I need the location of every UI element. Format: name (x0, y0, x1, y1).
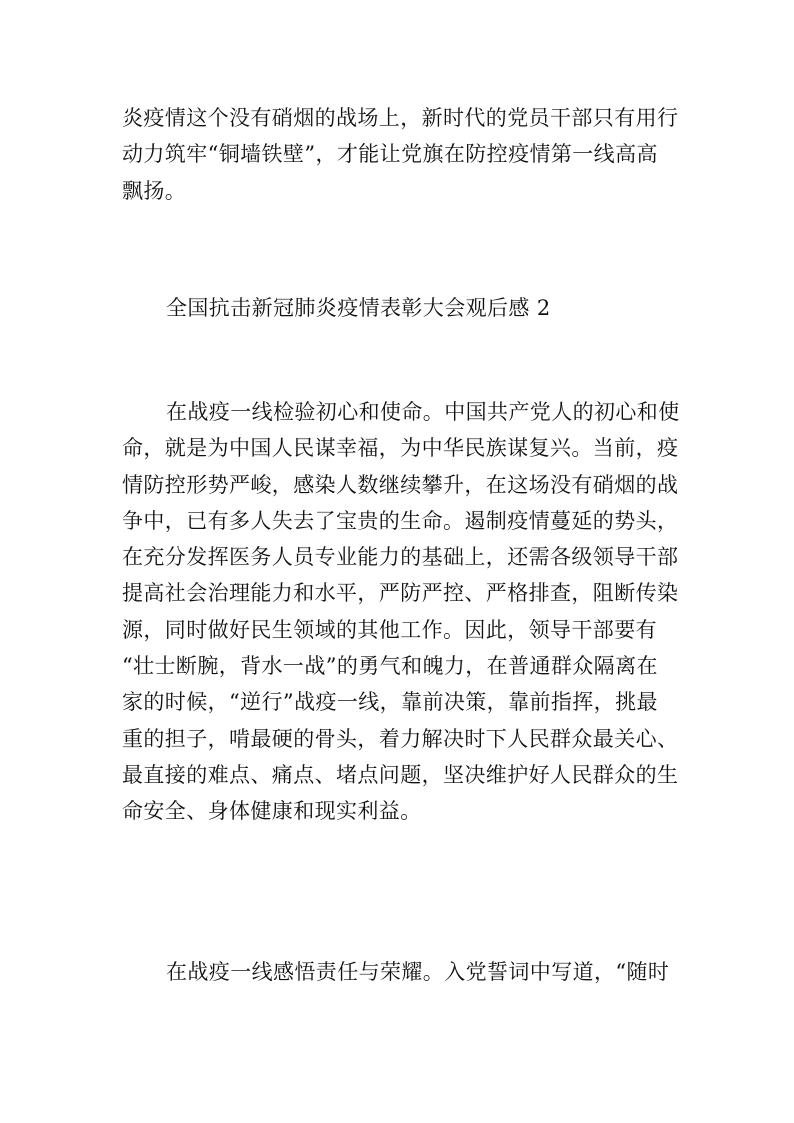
text-line: 争中，已有多人失去了宝贵的生命。遏制疫情蔓延的势头， (122, 508, 679, 533)
text-line: 重的担子，啃最硬的骨头，着力解决时下人民群众最关心、 (122, 726, 679, 751)
paragraph-continuation (122, 100, 682, 209)
text-line: 提高社会治理能力和水平，严防严控、严格排查，阻断传染 (122, 581, 679, 606)
text-line: 源，同时做好民生领域的其他工作。因此，领导干部要有 (122, 617, 657, 642)
text-line: 最直接的难点、痛点、堵点问题，坚决维护好人民群众的生 (122, 762, 679, 787)
text-line: 家的时候，“逆行”战疫一线，靠前决策，靠前指挥，挑最 (122, 690, 658, 715)
text-line: 在战疫一线感悟责任与荣耀。入党誓词中写道，“随时 (166, 960, 670, 984)
text-line: 情防控形势严峻，感染人数继续攀升，在这场没有硝烟的战 (122, 472, 679, 497)
paragraph-initial-mission (122, 394, 682, 830)
text-line: 在战疫一线检验初心和使命。中国共产党人的初心和使 (166, 400, 680, 424)
text-line: 在充分发挥医务人员专业能力的基础上，还需各级领导干部 (122, 545, 679, 570)
section-heading: 全国抗击新冠肺炎疫情表彰大会观后感 2 (166, 296, 551, 320)
text-line: 命安全、身体健康和现实利益。 (122, 799, 422, 824)
text-line: 炎疫情这个没有硝烟的战场上，新时代的党员干部只有用行 (122, 106, 679, 130)
text-line: “壮士断腕，背水一战”的勇气和魄力，在普通群众隔离在 (122, 654, 658, 679)
text-line: 飘扬。 (122, 178, 187, 203)
text-line: 命，就是为中国人民谋幸福，为中华民族谋复兴。当前，疫 (122, 436, 679, 461)
paragraph-responsibility (122, 954, 682, 990)
text-line: 动力筑牢“铜墙铁壁”，才能让党旗在防控疫情第一线高高 (122, 142, 658, 167)
